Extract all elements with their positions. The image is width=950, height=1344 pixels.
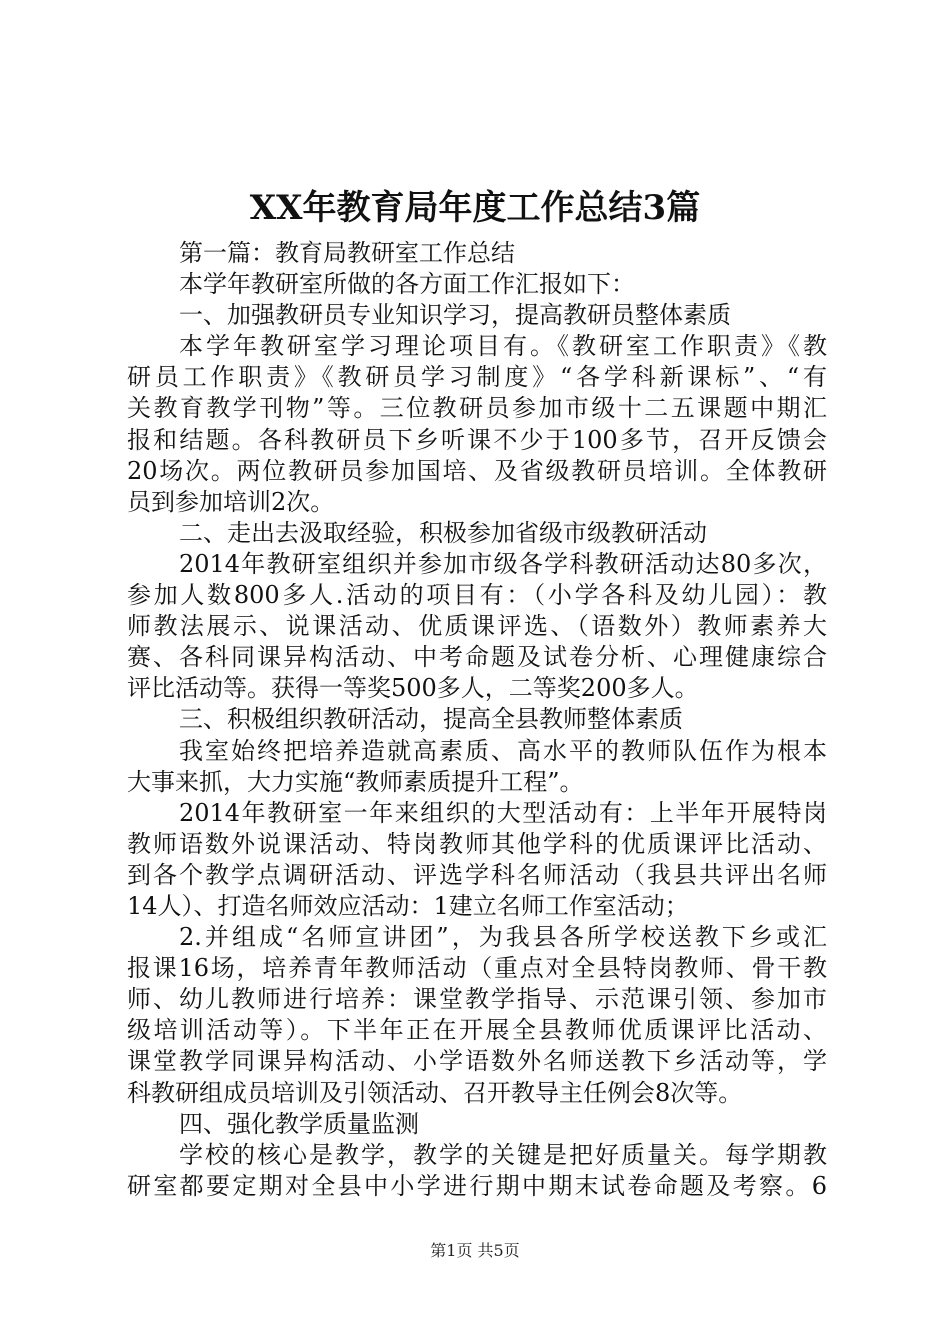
text-line: 我室始终把培养造就高素质、高水平的教师队伍作为根本 (179, 736, 827, 765)
page-footer: 第1页 共5页 (430, 1241, 520, 1260)
text-line: 2.并组成“名师宣讲团”，为我县各所学校送教下乡或汇 (179, 923, 827, 952)
text-line: 教师语数外说课活动、特岗教师其他学科的优质课评比活动、 (127, 829, 827, 858)
text-line: 2014年教研室一年来组织的大型活动有：上半年开展特岗 (179, 798, 827, 827)
text-line: 报和结题。各科教研员下乡听课不少于100多节，召开反馈会 (127, 425, 827, 454)
text-line: 第一篇：教育局教研室工作总结 (179, 239, 515, 267)
text-line: 科教研组成员培训及引领活动、召开教导主任例会8次等。 (127, 1078, 743, 1107)
text-line: 14人）、打造名师效应活动：1建立名师工作室活动； (127, 891, 689, 920)
text-line: 到各个教学点调研活动、评选学科名师活动（我县共评出名师 (127, 860, 827, 889)
text-line: 本学年教研室所做的各方面工作汇报如下： (179, 270, 635, 299)
text-line: 20场次。两位教研员参加国培、及省级教研员培训。全体教研 (127, 456, 827, 485)
text-line: 大事来抓，大力实施“教师素质提升工程”。 (127, 767, 584, 796)
text-line: 赛、各科同课异构活动、中考命题及试卷分析、心理健康综合 (127, 643, 827, 672)
text-line: 研室都要定期对全县中小学进行期中期末试卷命题及考察。6 (127, 1171, 827, 1200)
text-line: 课堂教学同课异构活动、小学语数外名师送教下乡活动等，学 (127, 1047, 827, 1076)
text-line: 二、走出去汲取经验，积极参加省级市级教研活动 (179, 518, 707, 547)
text-line: 评比活动等。获得一等奖500多人，二等奖200多人。 (127, 674, 699, 703)
text-line: 师、幼儿教师进行培养：课堂教学指导、示范课引领、参加市 (127, 985, 827, 1014)
text-line: 级培训活动等）。下半年正在开展全县教师优质课评比活动、 (127, 1016, 827, 1045)
text-line: 研员工作职责》《教研员学习制度》“各学科新课标”、“有 (127, 363, 827, 392)
text-line: 参加人数800多人.活动的项目有：（小学各科及幼儿园）：教 (127, 581, 827, 610)
document-title: XX年教育局年度工作总结3篇 (249, 188, 701, 228)
document-body (127, 238, 827, 1202)
text-line: 本学年教研室学习理论项目有。《教研室工作职责》《教 (179, 332, 827, 361)
text-line: 四、强化教学质量监测 (179, 1109, 419, 1138)
text-line: 师教法展示、说课活动、优质课评选、（语数外）教师素养大 (127, 612, 827, 641)
text-line: 关教育教学刊物”等。三位教研员参加市级十二五课题中期汇 (127, 394, 827, 423)
text-line: 员到参加培训2次。 (127, 487, 335, 516)
text-line: 三、积极组织教研活动，提高全县教师整体素质 (179, 705, 683, 734)
text-line: 学校的核心是教学，教学的关键是把好质量关。每学期教 (179, 1140, 827, 1169)
text-line: 一、加强教研员专业知识学习，提高教研员整体素质 (179, 301, 731, 330)
text-line: 2014年教研室组织并参加市级各学科教研活动达80多次， (179, 549, 827, 578)
text-line: 报课16场，培养青年教师活动（重点对全县特岗教师、骨干教 (127, 954, 827, 983)
